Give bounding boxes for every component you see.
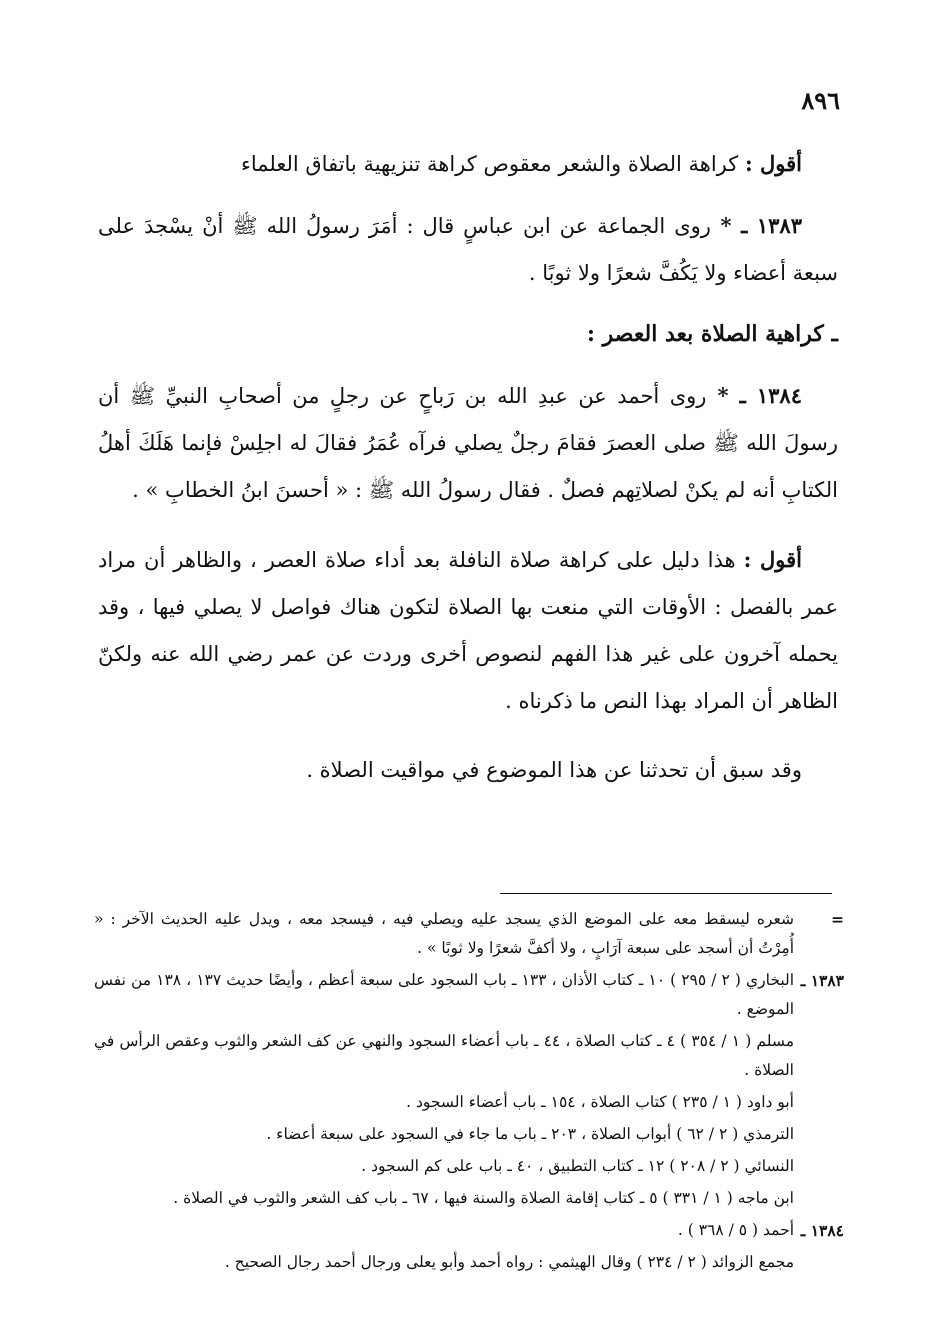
footnote: [94, 1120, 844, 1149]
hadith-1383-text: روى الجماعة عن ابن عباسٍ قال : أمَرَ رسولُ الله ﷺ أنْ يسْجدَ على سبعة أعضاء ولا يَكُفَّ شعرًا ولا ثوبًا .: [98, 214, 838, 285]
footnote: [94, 1088, 844, 1117]
footnote: [94, 1184, 844, 1213]
footnote-text: ابن ماجه ( ١ / ٣٣١ ) ٥ ـ كتاب إقامة الصلاة والسنة فيها ، ٦٧ ـ باب كف الشعر والثوب في الصلاة .: [173, 1189, 794, 1207]
hadith-1384-text: روى أحمد عن عبدِ الله بن رَباحٍ عن رجلٍ من أصحابِ النبيِّ ﷺ أن رسولَ الله ﷺ صلى العصرَ فقامَ رجلٌ يصلي فرآه عُمَرُ فقالَ له اجلِسْ فإنما هَلَكَ أهلُ الكتابِ أنه لم يكنْ لصلاتِهم فصلٌ . فقال رسولُ الله ﷺ : « أحسنَ ابنُ الخطابِ » .: [98, 384, 838, 502]
footnote-mark: ١٣٨٤ ـ: [800, 1221, 844, 1240]
hadith-1384-number: ١٣٨٤ ـ *: [706, 383, 802, 408]
footnote-divider: [500, 893, 832, 894]
paragraph-1-lead: أقول :: [744, 151, 802, 176]
footnote-text: شعره ليسقط معه على الموضع الذي يسجد عليه ويصلي فيه ، فيسجد معه ، ويدل عليه الحديث الآخر : « أُمِرْتُ أن أسجد على سبعة آرَابٍ ، ولا أكفَّ شعرًا ولا ثوبًا » .: [94, 910, 794, 957]
footnotes: [94, 905, 844, 1280]
footnote: [94, 1248, 844, 1277]
footnote-text: الترمذي ( ٢ / ٦٢ ) أبواب الصلاة ، ٢٠٣ ـ باب ما جاء في السجود على سبعة أعضاء .: [266, 1125, 794, 1143]
footnote: [94, 966, 844, 1024]
footnote-text: مجمع الزوائد ( ٢ / ٢٣٤ ) وقال الهيثمي : رواه أحمد وأبو يعلى ورجال أحمد رجال الصحيح .: [224, 1253, 794, 1271]
hadith-1383: [98, 202, 838, 297]
paragraph-5-text: وقد سبق أن تحدثنا عن هذا الموضوع في مواقيت الصلاة .: [306, 758, 802, 782]
footnote-text: النسائي ( ٢ / ٢٠٨ ) ١٢ ـ كتاب التطبيق ، ٤٠ ـ باب على كم السجود .: [361, 1157, 794, 1175]
page-number: ٨٩٦: [801, 86, 840, 115]
paragraph-4: [98, 536, 838, 725]
footnote: [94, 1216, 844, 1245]
footnote-text: أحمد ( ٥ / ٣٦٨ ) .: [677, 1221, 794, 1239]
section-heading: [98, 311, 838, 358]
paragraph-1-text: كراهة الصلاة والشعر معقوص كراهة تنزيهية باتفاق العلماء: [240, 152, 739, 176]
paragraph-4-text: هذا دليل على كراهة صلاة النافلة بعد أداء صلاة العصر ، والظاهر أن مراد عمر بالفصل : الأوقات التي منعت بها الصلاة لتكون هناك فواصل لا يصلي فيها ، وقد يحمله آخرون على غير هذا الفهم لنصوص أخرى وردت عن عمر رضي الله عنه ولكنّ الظاهر أن المراد بهذا النص ما ذكرناه .: [98, 548, 838, 713]
hadith-1383-number: ١٣٨٣ ـ *: [710, 213, 802, 238]
footnote-text: البخاري ( ٢ / ٢٩٥ ) ١٠ ـ كتاب الأذان ، ١٣٣ ـ باب السجود على سبعة أعظم ، وأيضًا حديث ١٣٧ ، ١٣٨ من نفس الموضع .: [94, 971, 795, 1018]
footnote: [94, 1152, 844, 1181]
footnote-mark: =: [831, 910, 844, 929]
paragraph-1: [98, 140, 838, 188]
hadith-1384: [98, 372, 838, 514]
footnote-text: مسلم ( ١ / ٣٥٤ ) ٤ ـ كتاب الصلاة ، ٤٤ ـ باب أعضاء السجود والنهي عن كف الشعر والثوب وعقص الرأس في الصلاة .: [94, 1032, 794, 1079]
footnote: [94, 1027, 844, 1085]
main-text: [98, 140, 838, 808]
footnote: [94, 905, 844, 963]
footnote-mark: ١٣٨٣ ـ: [800, 971, 844, 990]
footnote-text: أبو داود ( ١ / ٢٣٥ ) كتاب الصلاة ، ١٥٤ ـ باب أعضاء السجود .: [406, 1093, 794, 1111]
paragraph-5: [98, 747, 838, 794]
section-heading-text: ـ كراهية الصلاة بعد العصر :: [586, 321, 838, 347]
paragraph-4-lead: أقول :: [743, 547, 803, 572]
